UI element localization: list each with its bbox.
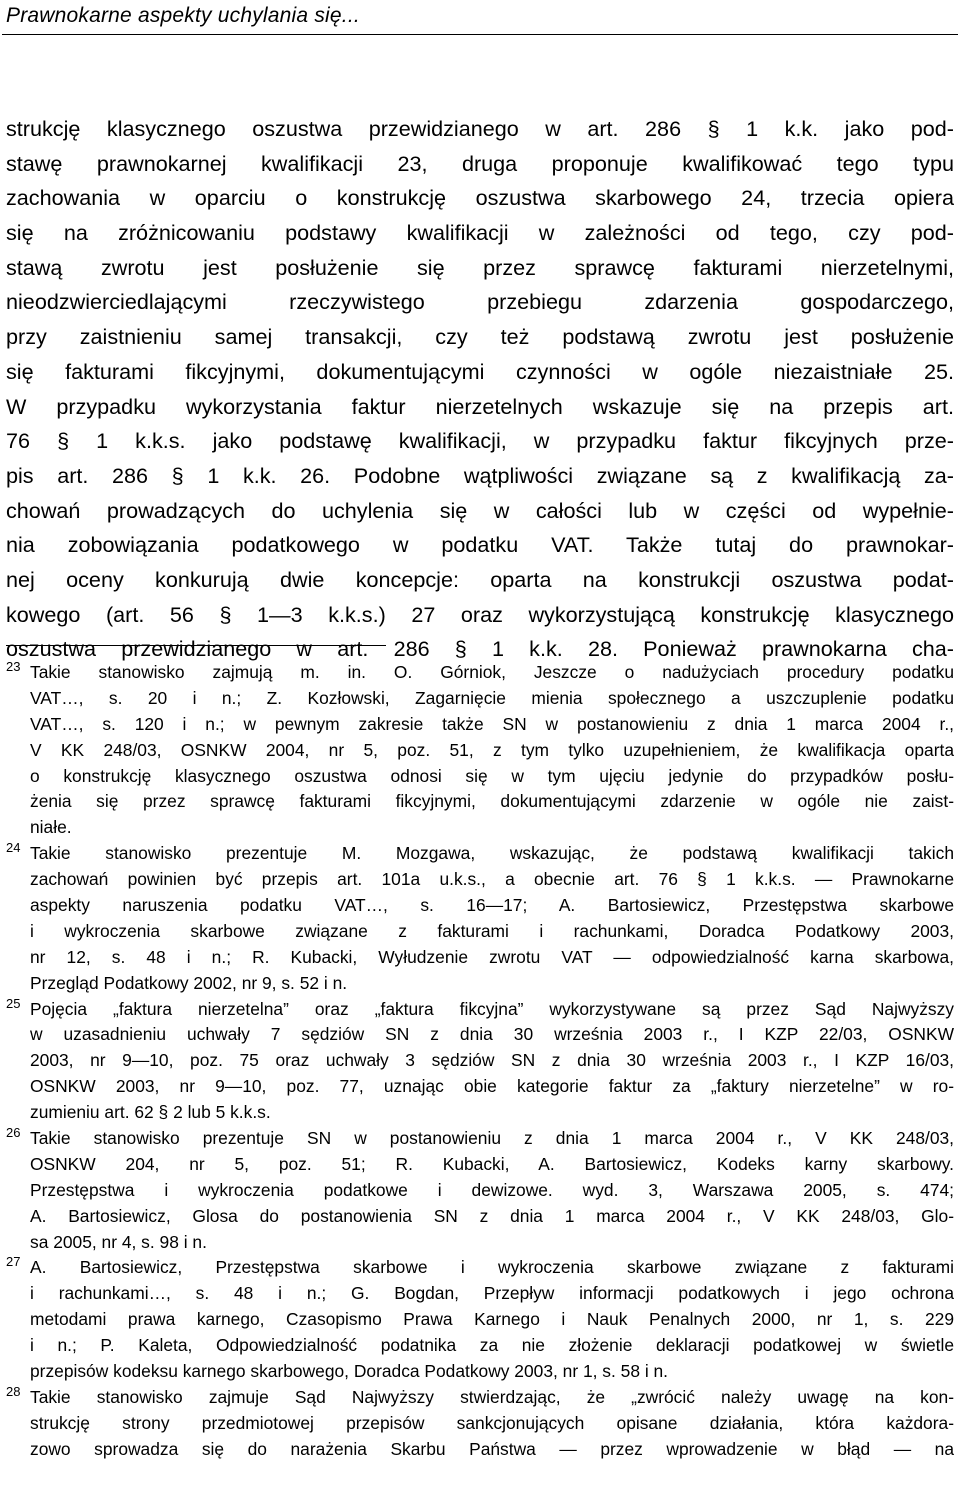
running-header: Prawnokarne aspekty uchylania się... — [6, 4, 360, 27]
footnote-26 — [6, 1126, 954, 1255]
body-line: W przypadku wykorzystania faktur nierzetelnych wskazuje się na przepis art. — [6, 393, 954, 419]
footnote-line: Pojęcia „faktura nierzetelna” oraz „faktura fikcyjna” wykorzystywane są przez Sąd Najwyższy — [30, 998, 954, 1019]
footnote-line: VAT…, s. 20 i n.; Z. Kozłowski, Zagarnięcie mienia społecznego a uszczuplenie podatku — [30, 687, 954, 708]
footnote-number: 28 — [6, 1383, 21, 1399]
footnote-line: Takie stanowisko prezentuje M. Mozgawa, wskazując, że podstawą kwalifikacji takich — [30, 843, 954, 864]
footnote-number: 27 — [6, 1254, 21, 1270]
body-line: stawą zwrotu jest posłużenie się przez sprawcę fakturami nierzetelnymi, — [6, 254, 954, 280]
body-line: kowego (art. 56 § 1—3 k.k.s.) 27 oraz wykorzystującą konstrukcję klasycznego — [6, 601, 954, 627]
footnote-line: Takie stanowisko zajmuje Sąd Najwyższy stwierdzając, że „zwrócić należy uwagę na kon- — [30, 1386, 954, 1407]
footnote-line: aspekty naruszenia podatku VAT…, s. 16—17; A. Bartosiewicz, Przestępstwa skarbowe — [30, 895, 954, 916]
footnote-24 — [6, 841, 954, 996]
body-line: się na zróżnicowaniu podstawy kwalifikacji w zależności od tego, czy pod- — [6, 220, 954, 246]
footnote-line: zowo sprowadza się do narażenia Skarbu Państwa — przez wprowadzenie w błąd — na — [30, 1438, 954, 1459]
footnotes — [6, 660, 954, 1463]
body-line: przy zaistnieniu samej transakcji, czy też podstawą zwrotu jest posłużenie — [6, 324, 954, 350]
body-line: strukcję klasycznego oszustwa przewidzianego w art. 286 § 1 k.k. jako pod- — [6, 116, 954, 141]
footnote-line: i rachunkami…, s. 48 i n.; G. Bogdan, Przepływ informacji podatkowych i jego ochrona — [30, 1283, 954, 1304]
footnote-line: OSNKW 204, nr 5, poz. 51; R. Kubacki, A. Bartosiewicz, Kodeks karny skarbowy. — [30, 1153, 954, 1174]
footnote-line: żenia się przez sprawcę fakturami fikcyjnymi, dokumentującymi zdarzenie w ogóle nie zaist- — [30, 791, 954, 812]
footnote-line: o konstrukcję klasycznego oszustwa odnosi się w tym ujęciu jedynie do przypadków posłu- — [30, 765, 954, 786]
footnote-line: i n.; P. Kaleta, Odpowiedzialność podatnika za nie złożenie deklaracji podatkowej w świetle — [30, 1335, 954, 1356]
footnote-line: zachowań powinien być przepis art. 101a u.k.s., a obecnie art. 76 § 1 k.k.s. — Prawnokarne — [30, 869, 954, 890]
footnote-line: Przestępstwa i wykroczenia podatkowe i dewizowe. wyd. 3, Warszawa 2005, s. 474; — [30, 1179, 954, 1200]
body-line: oszustwa przewidzianego w art. 286 § 1 k.k. 28. Ponieważ prawnokarna cha- — [6, 636, 954, 662]
body-line: 76 § 1 k.k.s. jako podstawę kwalifikacji, w przypadku faktur fikcyjnych prze- — [6, 428, 954, 454]
footnote-line: A. Bartosiewicz, Glosa do postanowienia SN z dnia 1 marca 2004 r., V KK 248/03, Glo- — [30, 1205, 954, 1226]
footnote-line: V KK 248/03, OSNKW 2004, nr 5, poz. 51, z tym tylko uzupełnieniem, że kwalifikacja oparta — [30, 739, 954, 760]
body-line: zachowania w oparciu o konstrukcję oszustwa skarbowego 24, trzecia opiera — [6, 185, 954, 211]
footnote-line: VAT…, s. 120 i n.; w pewnym zakresie także SN w postanowieniu z dnia 1 marca 2004 r., — [30, 713, 954, 734]
footnote-28 — [6, 1385, 954, 1463]
footnote-line: Takie stanowisko prezentuje SN w postanowieniu z dnia 1 marca 2004 r., V KK 248/03, — [30, 1128, 954, 1149]
body-text — [6, 112, 954, 667]
footnote-number: 25 — [6, 995, 21, 1011]
footnote-25 — [6, 997, 954, 1126]
footnote-line: przepisów kodeksu karnego skarbowego, Doradca Podatkowy 2003, nr 1, s. 58 i n. — [30, 1361, 669, 1382]
footnote-separator — [6, 645, 386, 646]
footnote-line: niałe. — [30, 817, 72, 838]
body-line: chowań prowadzących do uchylenia się w całości lub w części od wypełnie- — [6, 497, 954, 523]
footnote-23 — [6, 660, 954, 841]
footnote-line: w uzasadnieniu uchwały 7 sędziów SN z dnia 30 września 2003 r., I KZP 22/03, OSNKW — [30, 1024, 954, 1045]
footnote-line: strukcję strony przedmiotowej przepisów sankcjonujących opisane działania, która każdora- — [30, 1412, 954, 1433]
footnote-line: Takie stanowisko zajmują m. in. O. Górniok, Jeszcze o nadużyciach procedury podatku — [30, 662, 954, 682]
body-line: nej oceny konkurują dwie koncepcje: oparta na konstrukcji oszustwa podat- — [6, 566, 954, 592]
footnote-line: nr 12, s. 48 i n.; R. Kubacki, Wyłudzenie zwrotu VAT — odpowiedzialność karna skarbowa, — [30, 946, 954, 967]
footnote-line: i wykroczenia skarbowe związane z fakturami i rachunkami, Doradca Podatkowy 2003, — [30, 920, 954, 941]
body-line: stawę prawnokarnej kwalifikacji 23, druga proponuje kwalifikować tego typu — [6, 150, 954, 176]
footnote-line: metodami prawa karnego, Czasopismo Prawa Karnego i Nauk Penalnych 2000, nr 1, s. 229 — [30, 1309, 954, 1330]
footnote-number: 24 — [6, 840, 21, 856]
body-line: nia zobowiązania podatkowego w podatku VAT. Także tutaj do prawnokar- — [6, 532, 954, 558]
header-rule — [2, 34, 958, 35]
footnote-line: OSNKW 2003, nr 9—10, poz. 77, uznając obie kategorie faktur za „faktury nierzetelne” w ro- — [30, 1076, 954, 1097]
footnote-line: Przegląd Podatkowy 2002, nr 9, s. 52 i n. — [30, 972, 348, 993]
footnote-line: A. Bartosiewicz, Przestępstwa skarbowe i wykroczenia skarbowe związane z fakturami — [30, 1257, 954, 1278]
footnote-line: zumieniu art. 62 § 2 lub 5 k.k.s. — [30, 1102, 271, 1123]
body-line: nieodzwierciedlającymi rzeczywistego przebiegu zdarzenia gospodarczego, — [6, 289, 954, 315]
footnote-27 — [6, 1255, 954, 1384]
body-line: pis art. 286 § 1 k.k. 26. Podobne wątpliwości związane są z kwalifikacją za- — [6, 462, 954, 488]
body-line: się fakturami fikcyjnymi, dokumentującymi czynności w ogóle niezaistniałe 25. — [6, 358, 954, 384]
footnote-line: 2003, nr 9—10, poz. 75 oraz uchwały 3 sędziów SN z dnia 30 września 2003 r., I KZP 16/03, — [30, 1050, 954, 1071]
footnote-number: 26 — [6, 1125, 21, 1141]
footnote-line: sa 2005, nr 4, s. 98 i n. — [30, 1231, 207, 1252]
footnote-number: 23 — [6, 659, 21, 674]
